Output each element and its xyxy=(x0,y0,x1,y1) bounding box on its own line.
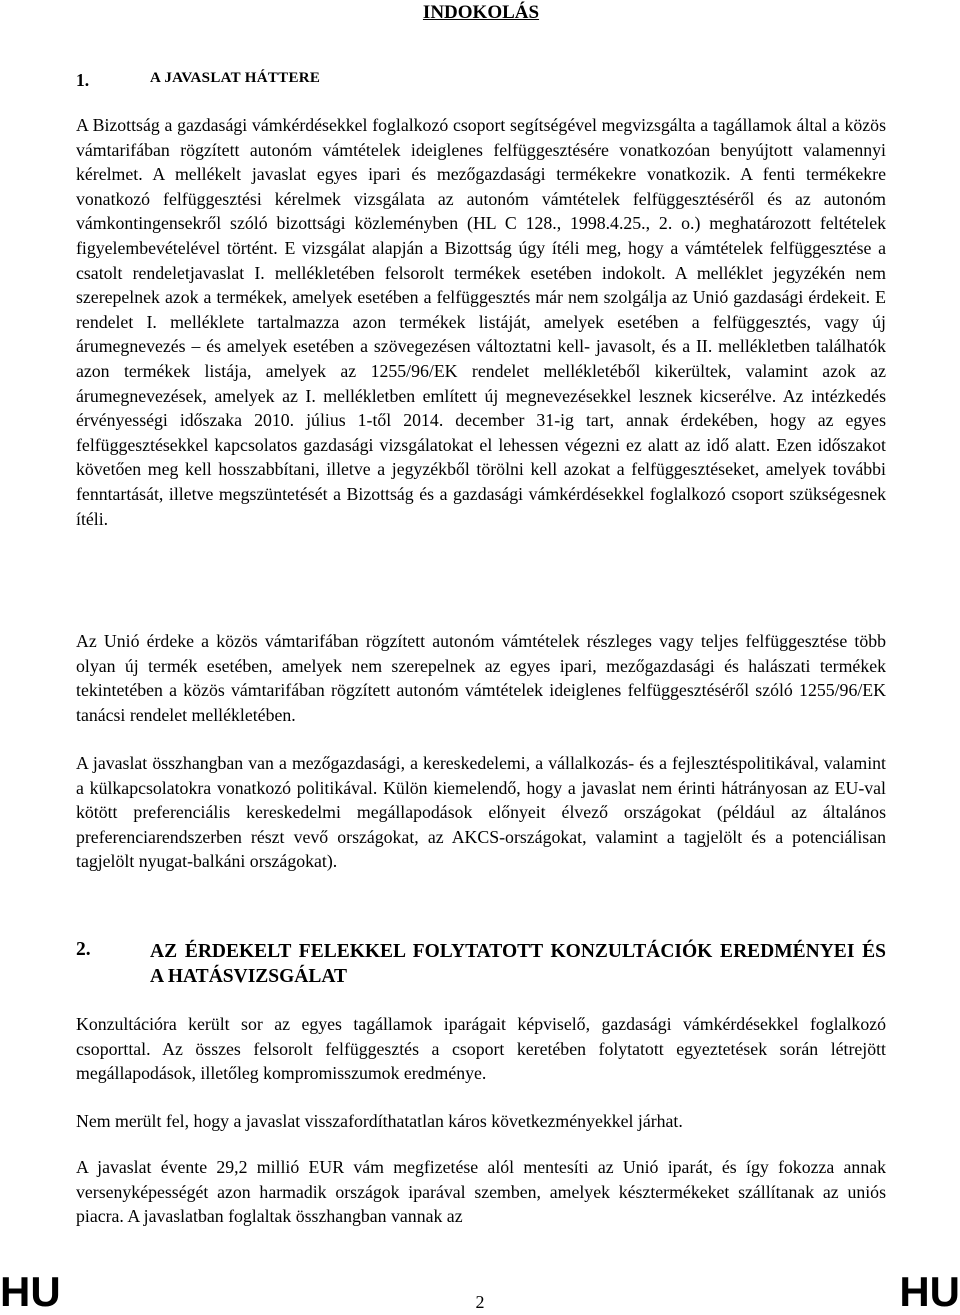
section-1-paragraph-1: A Bizottság a gazdasági vámkérdésekkel foglalkozó csoport segítségével megvizsgálta a tagállamok által a közös vámtarifában rögzített autonóm vámtételek ideiglenes felfüggesztésére vonatkozóan benyújtott valamennyi kérelmet. A mellékelt javaslat egyes ipari és mezőgazdasági termékekre vonatkozik. A fenti termékekre vonatkozó felfüggesztési kérelmek vizsgálata az autonóm vámtételek felfüggesztéséről és az autonóm vámkontingensekről szóló bizottsági közleményben (HL C 128., 1998.4.25., 2. o.) meghatározott feltételek figyelembevételével történt. E vizsgálat alapján a Bizottság úgy ítéli meg, hogy a vámtételek felfüggesztése a csatolt rendeletjavaslat I. mellékletében felsorolt termékek esetében indokolt. A melléklet jegyzékén nem szerepelnek azok a termékek, amelyek esetében a felfüggesztés már nem szolgálja az Unió gazdasági érdekeit. E rendelet I. melléklete tartalmazza azon termékek listáját, amelyek esetében a felfüggesztés, vagy új árumegnevezés – és amelyek esetében a szövegezésen változtatni kell- javasolt, és a II. mellékletben találhatók azon termékek listája, amelyek az 1255/96/EK rendelet mellékletéből kikerültek, valamint azok az árumegnevezések, amelyek az I. mellékletben említett új megnevezésekkel lesznek kicserélve. Az intézkedés érvényességi időszaka 2010. július 1-től 2014. december 31-ig tart, annak érdekében, hogy az egyes felfüggesztésekkel kapcsolatos gazdasági vizsgálatokat el lehessen végezni ez alatt az idő alatt. Ezen időszakot követően meg kell hosszabbítani, illetve a jegyzékből törölni kell azokat a felfüggesztéseket, amelyek további fenntartását, illetve megszüntetését a Bizottság és a gazdasági vámkérdésekkel foglalkozó csoport szükségesnek ítéli. xyxy=(76,115,886,529)
section-1-paragraph-2: Az Unió érdeke a közös vámtarifában rögzített autonóm vámtételek részleges vagy teljes felfüggesztése több olyan új termék esetében, amelyek nem szerepelnek az egyes ipari, mezőgazdasági és halászati termékek tekintetében a közös vámtarifában rögzített autonóm vámtételek ideiglenes felfüggesztéséről szóló 1255/96/EK tanácsi rendelet mellékletében. xyxy=(76,631,886,725)
section-2-heading xyxy=(76,939,886,989)
language-code-left: HU xyxy=(0,1268,61,1315)
section-2-paragraph-1: Konzultációra került sor az egyes tagállamok iparágait képviselő, gazdasági vámkérdésekkel foglalkozó csoporttal. Az összes felsorolt felfüggesztés a csoport keretében folytatott egyeztetések során létrejött megállapodások, illetőleg kompromisszumok eredménye. xyxy=(76,1014,886,1084)
document-title: INDOKOLÁS xyxy=(422,2,540,23)
section-1-number: 1. xyxy=(76,70,90,90)
section-1-paragraph-3: A javaslat összhangban van a mezőgazdasági, a kereskedelemi, a vállalkozás- és a fejlesztéspolitikával, valamint a külkapcsolatokra vonatkozó politikával. Külön kiemelendő, hogy a javaslat nem érinti hátrányosan az EU-val kötött preferenciális kereskedelmi megállapodások előnyeit élvező országokat (például az általános preferenciarendszerben részt vevő országokat, az AKCS-országokat, valamint a tagjelölt és a potenciálisan tagjelölt nyugat-balkáni országokat). xyxy=(76,753,886,872)
page-number: 2 xyxy=(475,1292,485,1312)
section-2-number: 2. xyxy=(76,939,91,960)
language-code-right: HU xyxy=(899,1268,960,1315)
section-2-paragraph-2: Nem merült fel, hogy a javaslat visszafordíthatatlan káros következményekkel járhat. xyxy=(76,1111,683,1131)
section-1-title: A JAVASLAT HÁTTERE xyxy=(150,70,321,86)
section-2-title: AZ ÉRDEKELT FELEKKEL FOLYTATOTT KONZULTÁCIÓK EREDMÉNYEI ÉS A HATÁSVIZSGÁLAT xyxy=(150,941,886,987)
section-2-paragraph-3: A javaslat évente 29,2 millió EUR vám megfizetése alól mentesíti az Unió iparát, és így fokozza annak versenyképességét azon harmadik országok iparával szemben, amelyek késztermékeket szállítanak az uniós piacra. A javaslatban foglaltak összhangban vannak az xyxy=(76,1157,886,1227)
section-1-heading xyxy=(76,70,886,90)
